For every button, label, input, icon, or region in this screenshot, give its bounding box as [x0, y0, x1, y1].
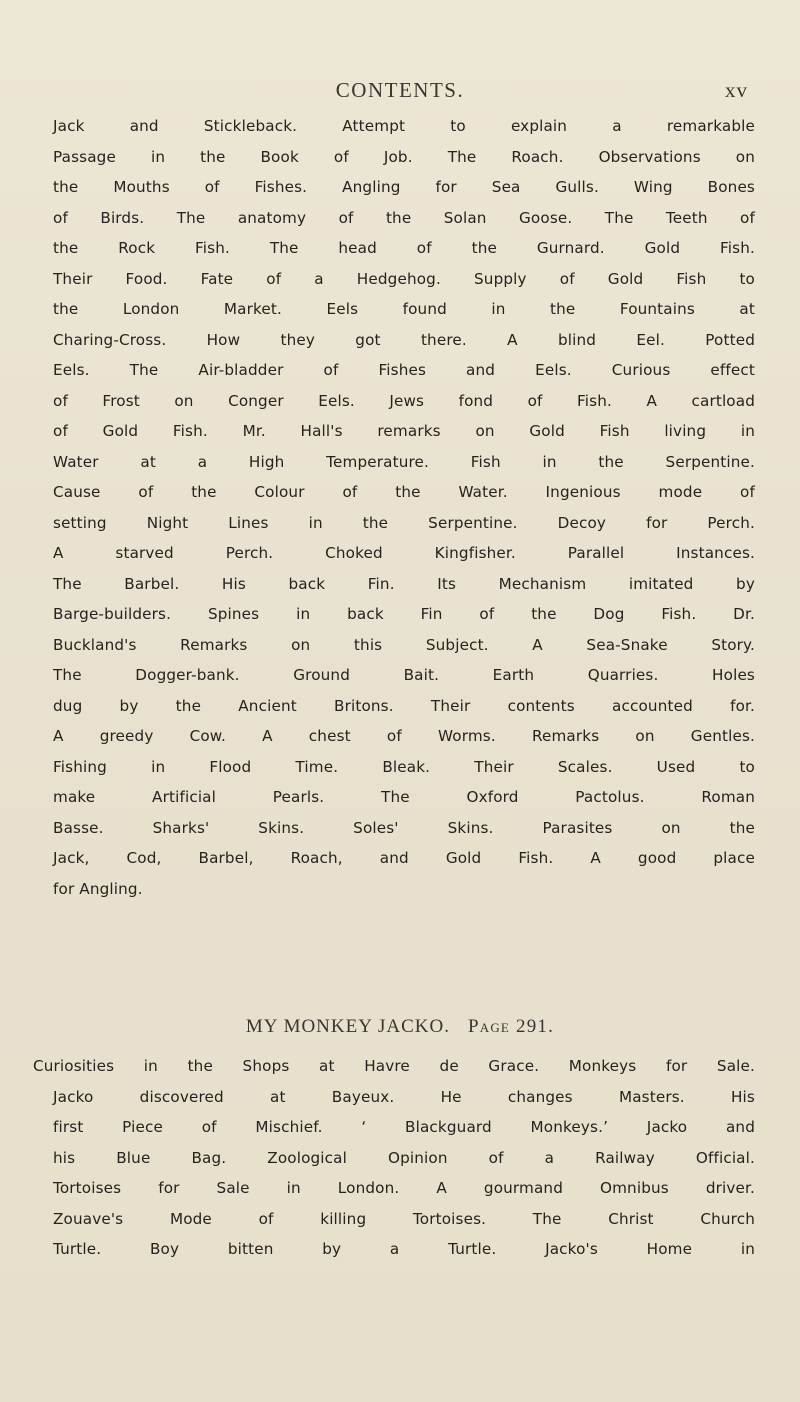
text-line: A starved Perch. Choked Kingfisher. Parallel Instances.: [53, 544, 755, 562]
text-line: Curiosities in the Shops at Havre de Grace. Monkeys for Sale.: [33, 1057, 755, 1075]
text-line: Fishing in Flood Time. Bleak. Their Scales. Used to: [53, 757, 755, 776]
running-head: [0, 78, 800, 108]
text-line: Jack, Cod, Barbel, Roach, and Gold Fish. A good place: [53, 849, 755, 867]
text-line: Jack and Stickleback. Attempt to explain a remarkable: [53, 117, 755, 135]
text-line: the London Market. Eels found in the Fountains at: [53, 300, 755, 318]
text-line: the Mouths of Fishes. Angling for Sea Gulls. Wing Bones: [53, 178, 755, 196]
running-head-title: CONTENTS.: [335, 78, 465, 102]
text-line: A greedy Cow. A chest of Worms. Remarks on Gentles.: [53, 727, 755, 745]
text-line: The Dogger-bank. Ground Bait. Earth Quarries. Holes: [53, 666, 755, 684]
text-line: Turtle. Boy bitten by a Turtle. Jacko's Home in: [53, 1240, 755, 1258]
text-line: setting Night Lines in the Serpentine. Decoy for Perch.: [53, 513, 755, 532]
text-line: for Angling.: [53, 879, 143, 898]
text-line: of Gold Fish. Mr. Hall's remarks on Gold Fish living in: [53, 422, 755, 440]
text-line: Buckland's Remarks on this Subject. A Sea-Snake Story.: [53, 635, 755, 654]
text-line: make Artificial Pearls. The Oxford Pactolus. Roman: [53, 788, 755, 806]
text-line: Passage in the Book of Job. The Roach. Observations on: [53, 147, 755, 166]
text-line: Charing-Cross. How they got there. A blind Eel. Potted: [53, 330, 755, 349]
text-line: Cause of the Colour of the Water. Ingenious mode of: [53, 483, 755, 501]
text-line: of Birds. The anatomy of the Solan Goose. The Teeth of: [53, 208, 755, 227]
text-line: dug by the Ancient Britons. Their contents accounted for.: [53, 696, 755, 715]
section-page-ref: Page 291.: [467, 1016, 555, 1037]
text-line: Basse. Sharks' Skins. Soles' Skins. Parasites on the: [53, 818, 755, 837]
page-number: xv: [725, 78, 748, 102]
section-title: MY MONKEY JACKO.: [245, 1016, 450, 1037]
text-line: The Barbel. His back Fin. Its Mechanism imitated by: [53, 574, 755, 593]
text-line: Zouave's Mode of killing Tortoises. The Christ Church: [53, 1209, 755, 1228]
text-line: the Rock Fish. The head of the Gurnard. Gold Fish.: [53, 239, 755, 257]
text-line: Water at a High Temperature. Fish in the Serpentine.: [53, 452, 755, 471]
text-line: first Piece of Mischief. ‘ Blackguard Monkeys.’ Jacko and: [53, 1118, 755, 1136]
section-paragraph: [33, 1051, 755, 1265]
text-line: Barge-builders. Spines in back Fin of the Dog Fish. Dr.: [53, 605, 755, 623]
text-line: Eels. The Air-bladder of Fishes and Eels. Curious effect: [53, 361, 755, 379]
text-line: Tortoises for Sale in London. A gourmand Omnibus driver.: [53, 1179, 755, 1197]
text-line: Jacko discovered at Bayeux. He changes Masters. His: [53, 1087, 755, 1106]
text-line: Their Food. Fate of a Hedgehog. Supply of Gold Fish to: [53, 269, 755, 288]
text-line: of Frost on Conger Eels. Jews fond of Fish. A cartload: [53, 391, 755, 410]
contents-paragraph: [53, 111, 755, 904]
text-line: his Blue Bag. Zoological Opinion of a Railway Official.: [53, 1148, 755, 1167]
section-heading: [0, 1016, 800, 1038]
